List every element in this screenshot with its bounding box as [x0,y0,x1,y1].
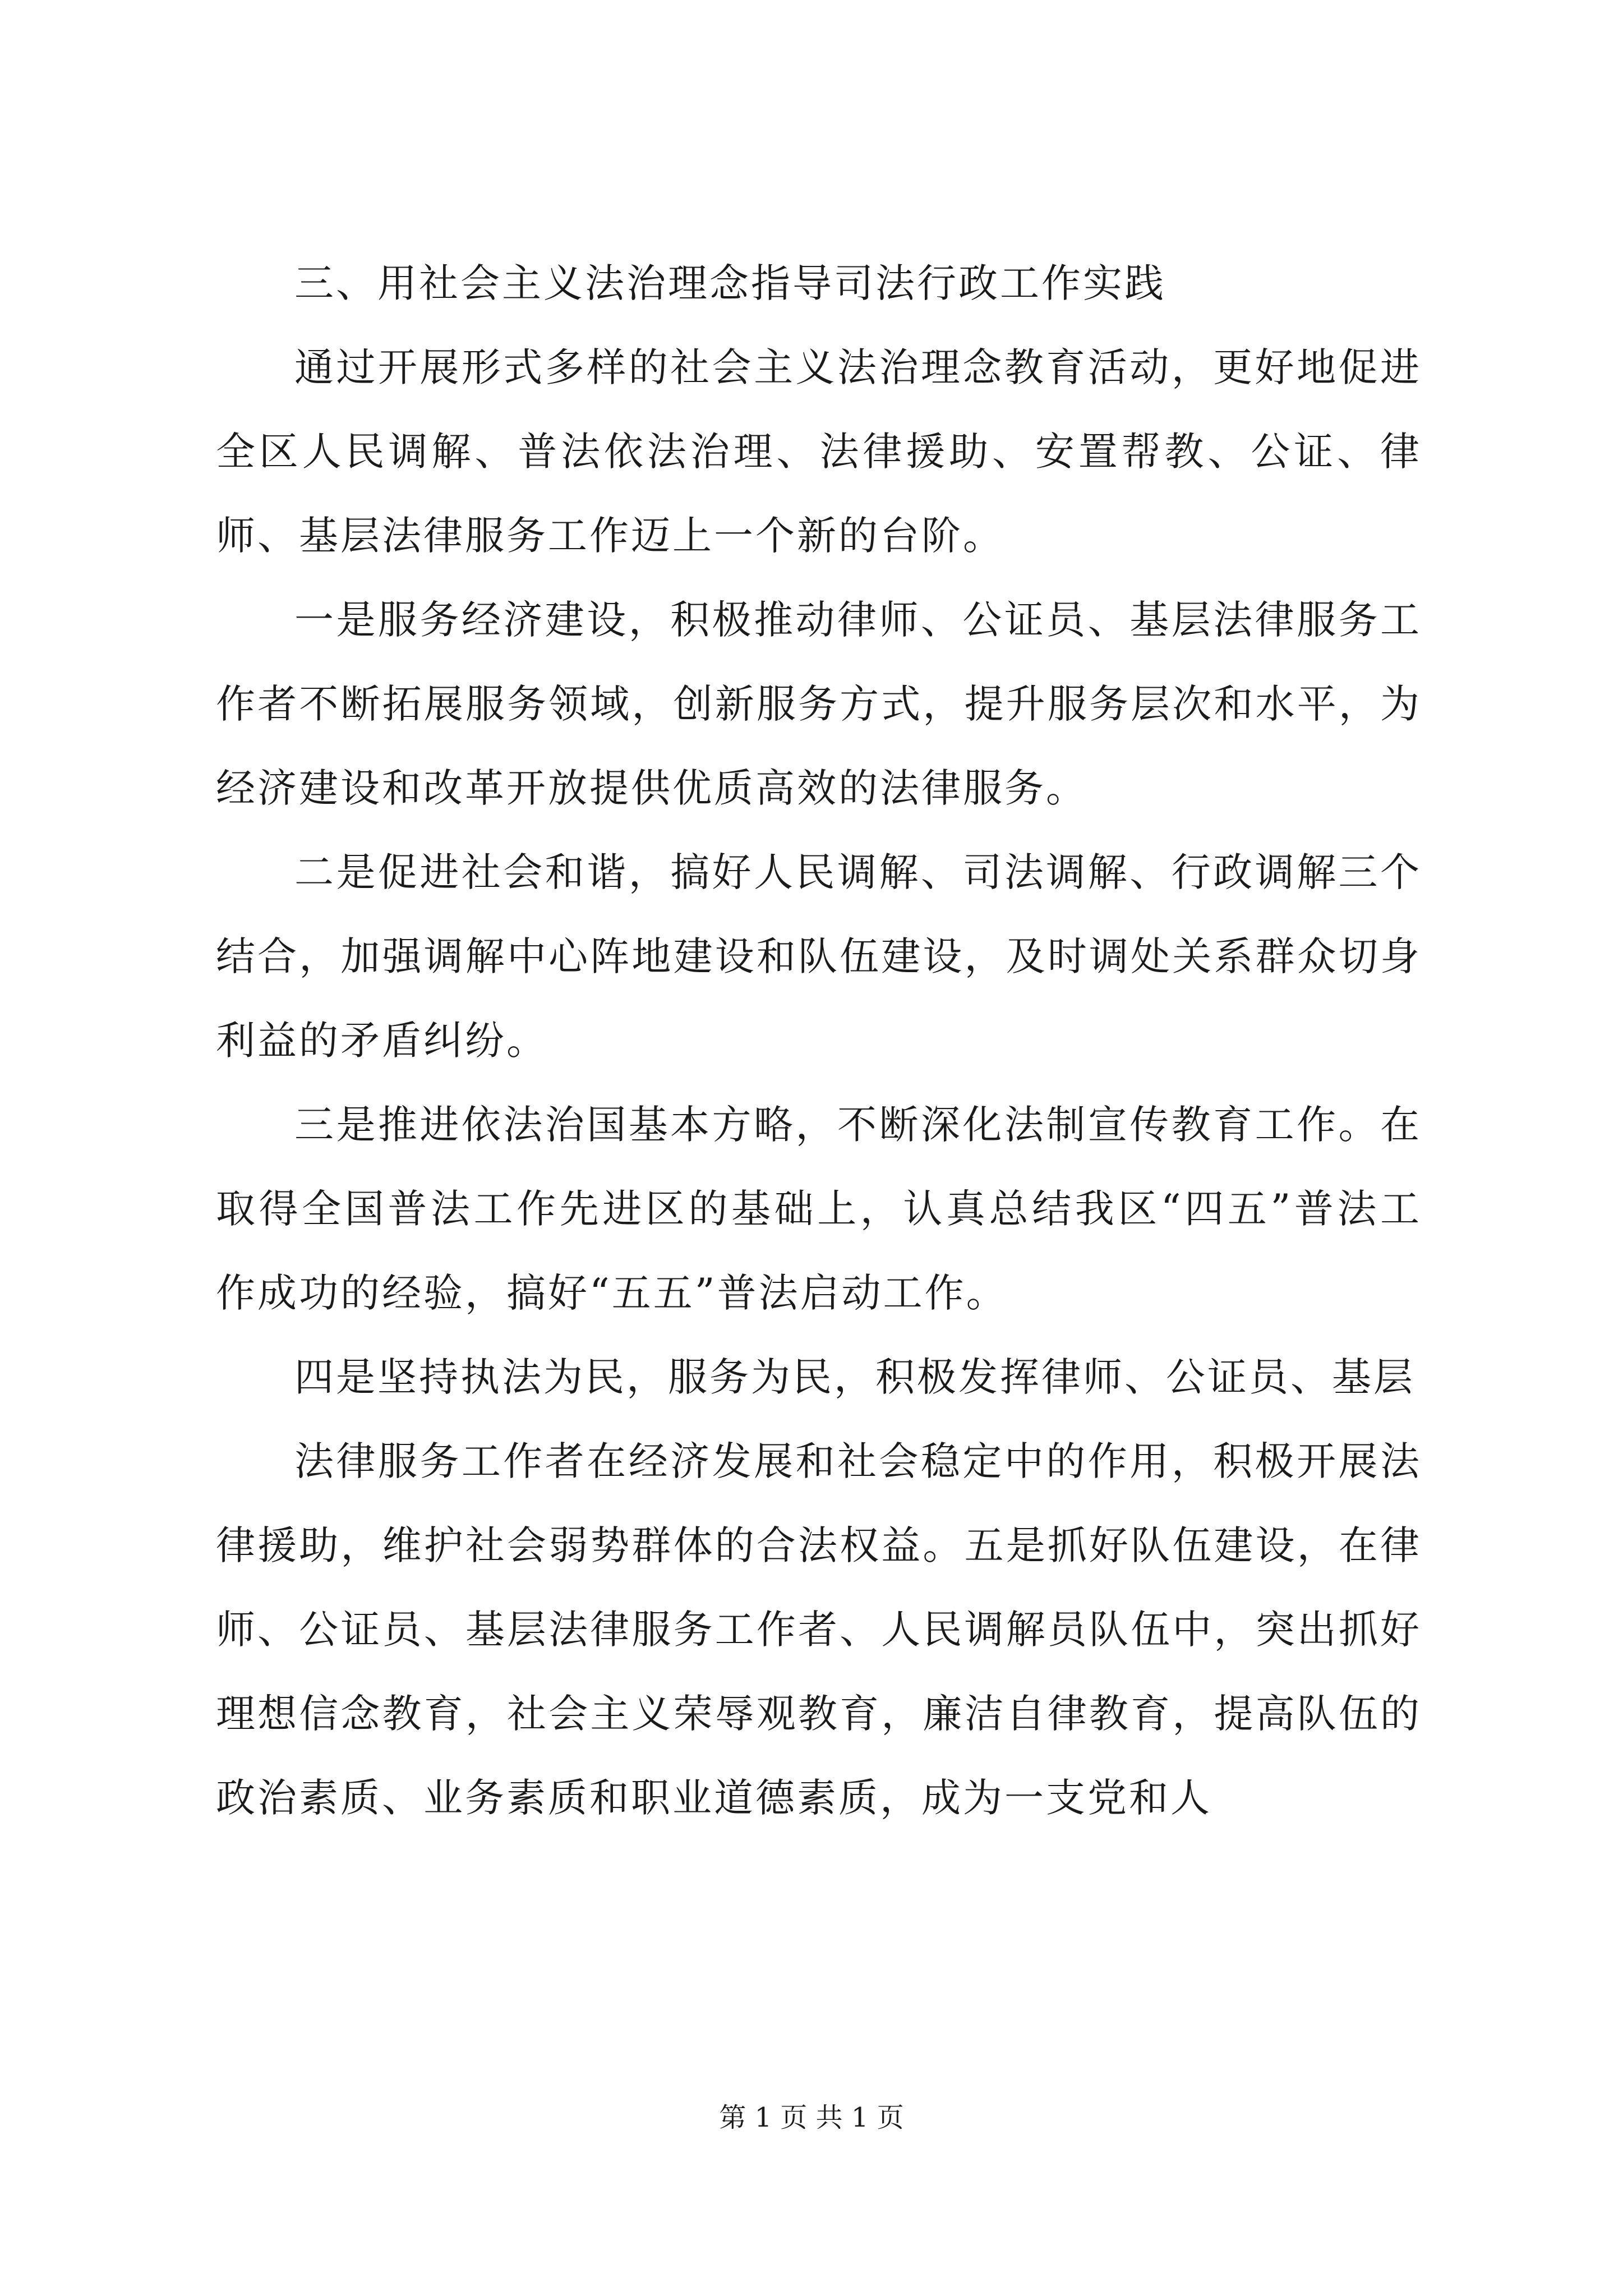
paragraph-point-three: 三是推进依法治国基本方略，不断深化法制宣传教育工作。在取得全国普法工作先进区的基础上，认真总结我区“四五”普法工作成功的经验，搞好“五五”普法启动工作。 [216,1102,1422,1316]
paragraph-point-one: 一是服务经济建设，积极推动律师、公证员、基层法律服务工作者不断拓展服务领域，创新服务方式，提升服务层次和水平，为经济建设和改革开放提供优质高效的法律服务。 [216,597,1422,811]
document-body [216,241,1422,1840]
paragraph-point-two: 二是促进社会和谐，搞好人民调解、司法调解、行政调解三个结合，加强调解中心阵地建设和队伍建设，及时调处关系群众切身利益的矛盾纠纷。 [216,849,1422,1064]
paragraph-point-four: 四是坚持执法为民，服务为民，积极发挥律师、公证员、基层 [294,1354,1415,1400]
paragraph-point-four-continued: 法律服务工作者在经济发展和社会稳定中的作用，积极开展法律援助，维护社会弱势群体的合法权益。五是抓好队伍建设，在律师、公证员、基层法律服务工作者、人民调解员队伍中，突出抓好理想信念教育，社会主义荣辱观教育，廉洁自律教育，提高队伍的政治素质、业务素质和职业道德素质，成为一支党和人 [216,1438,1422,1821]
paragraph-intro: 通过开展形式多样的社会主义法治理念教育活动，更好地促进全区人民调解、普法依法治理、法律援助、安置帮教、公证、律师、基层法律服务工作迈上一个新的台阶。 [216,344,1422,559]
section-heading: 三、用社会主义法治理念指导司法行政工作实践 [294,260,1166,306]
page-footer: 第 1 页 共 1 页 [719,2102,904,2133]
